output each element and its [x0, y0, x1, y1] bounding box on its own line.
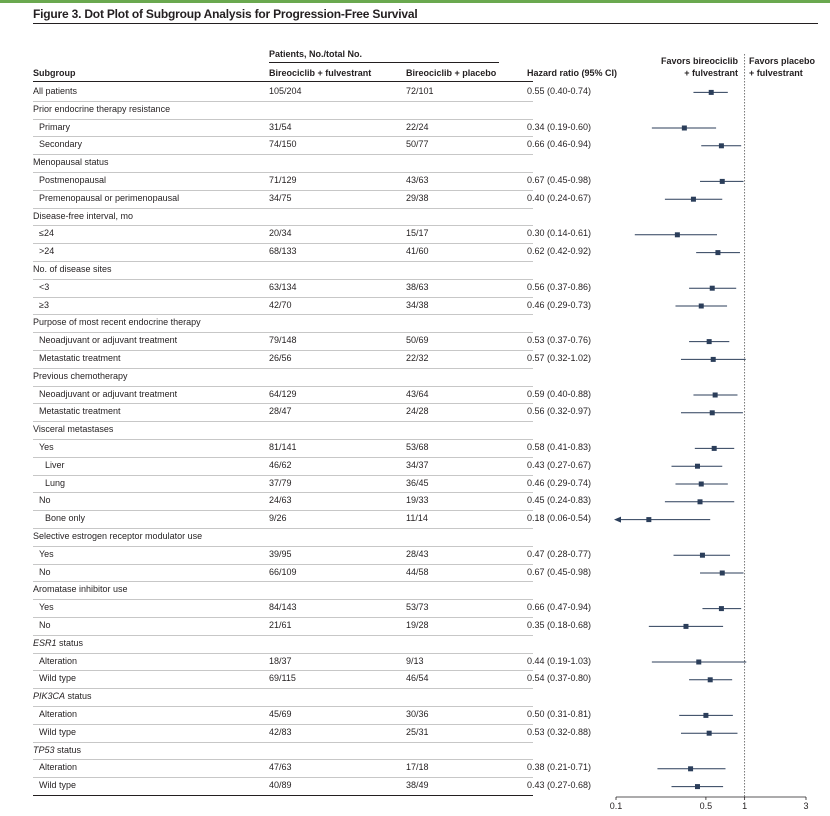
subgroup-label: >24 — [39, 246, 55, 257]
arm1-count: 69/115 — [269, 673, 296, 684]
arm1-count: 81/141 — [269, 442, 297, 452]
arm1-count: 74/150 — [269, 139, 297, 150]
subgroup-label: Wild type — [39, 726, 77, 737]
arm1-count: 79/148 — [269, 335, 297, 346]
subgroup-label: Wild type — [39, 673, 77, 684]
subgroup-header: Subgroup — [33, 68, 76, 78]
hr-value: 0.46 (0.29-0.73) — [527, 299, 592, 310]
subgroup-label: Metastatic treatment — [39, 406, 121, 417]
arm1-count: 47/63 — [269, 762, 292, 773]
hr-point — [691, 197, 696, 202]
hr-value: 0.66 (0.47-0.94) — [527, 602, 592, 613]
arm1-count: 21/61 — [269, 620, 292, 630]
arm2-count: 9/13 — [406, 655, 424, 666]
hr-point — [682, 126, 687, 131]
hr-point — [695, 784, 700, 789]
arm1-count: 42/70 — [269, 299, 292, 310]
hr-point — [720, 179, 725, 184]
arm1-count: 64/129 — [269, 388, 297, 399]
arm1-count: 66/109 — [269, 566, 297, 577]
x-tick-label: 3 — [803, 801, 809, 811]
hr-value: 0.67 (0.45-0.98) — [527, 566, 592, 577]
arm2-count: 34/38 — [406, 299, 429, 310]
x-tick-label: 0.1 — [609, 801, 623, 811]
subgroup-label: Visceral metastases — [33, 424, 114, 435]
arm2-count: 36/45 — [406, 477, 429, 488]
arm1-count: 40/89 — [269, 780, 292, 791]
arm2-count: 44/58 — [406, 566, 429, 577]
favors-left-line1: Favors bireociclib — [660, 56, 738, 66]
hr-value: 0.30 (0.14-0.61) — [527, 228, 592, 239]
arm1-header: Bireociclib + fulvestrant — [269, 68, 372, 78]
subgroup-label: Wild type — [39, 780, 77, 791]
subgroup-label: No — [39, 620, 51, 630]
hr-point — [703, 713, 708, 718]
arm2-count: 38/49 — [406, 780, 429, 791]
arm1-count: 45/69 — [269, 709, 292, 719]
hr-point — [699, 304, 704, 309]
hr-value: 0.56 (0.32-0.97) — [527, 406, 592, 417]
arm2-count: 17/18 — [406, 762, 429, 773]
subgroup-label: All patients — [33, 86, 78, 96]
arm1-count: 71/129 — [269, 175, 297, 185]
arm2-count: 28/43 — [406, 548, 429, 559]
arm1-count: 9/26 — [269, 513, 287, 524]
arm2-count: 46/54 — [406, 673, 429, 684]
hr-value: 0.47 (0.28-0.77) — [527, 548, 592, 559]
subgroup-label: Purpose of most recent endocrine therapy — [33, 317, 201, 328]
hr-point — [710, 410, 715, 415]
arm2-header: Bireociclib + placebo — [406, 68, 497, 78]
hr-point — [712, 446, 717, 451]
hr-value: 0.58 (0.41-0.83) — [527, 442, 592, 452]
hr-value: 0.34 (0.19-0.60) — [527, 121, 592, 132]
favors-right-line2: + fulvestrant — [749, 68, 803, 78]
subgroup-label: Metastatic treatment — [39, 353, 121, 363]
hr-point — [719, 606, 724, 611]
hr-value: 0.62 (0.42-0.92) — [527, 246, 592, 257]
hr-value: 0.43 (0.27-0.67) — [527, 459, 592, 470]
favors-left-line2: + fulvestrant — [684, 68, 738, 78]
subgroup-label: Neoadjuvant or adjuvant treatment — [39, 388, 178, 399]
arm2-count: 34/37 — [406, 459, 429, 470]
subgroup-label: Selective estrogen receptor modulator use — [33, 531, 203, 541]
arm1-count: 20/34 — [269, 228, 292, 239]
hr-value: 0.55 (0.40-0.74) — [527, 86, 592, 96]
hr-point — [710, 286, 715, 291]
hr-value: 0.67 (0.45-0.98) — [527, 175, 592, 185]
arm2-count: 38/63 — [406, 281, 429, 292]
subgroup-label: PIK3CA status — [33, 691, 92, 702]
arm2-count: 50/77 — [406, 139, 429, 150]
hr-value: 0.18 (0.06-0.54) — [527, 513, 592, 524]
hr-point — [711, 357, 716, 362]
arm2-count: 53/73 — [406, 602, 429, 613]
hr-value: 0.54 (0.37-0.80) — [527, 673, 592, 684]
arm1-count: 68/133 — [269, 246, 297, 257]
hr-point — [720, 571, 725, 576]
figure-title: Figure 3. Dot Plot of Subgroup Analysis for Progression-Free Survival — [33, 7, 418, 21]
hr-value: 0.45 (0.24-0.83) — [527, 495, 592, 506]
favors-right-line1: Favors placebo — [749, 56, 816, 66]
hr-point — [695, 464, 700, 469]
subgroup-label: Bone only — [45, 513, 86, 524]
hr-value: 0.59 (0.40-0.88) — [527, 388, 592, 399]
hr-value: 0.66 (0.46-0.94) — [527, 139, 592, 150]
subgroup-label: Alteration — [39, 762, 78, 773]
subgroup-label: Primary — [39, 121, 70, 132]
subgroup-label: No. of disease sites — [33, 264, 112, 274]
arm2-count: 41/60 — [406, 246, 429, 257]
subgroup-label: Lung — [45, 477, 66, 488]
hr-point — [646, 517, 651, 522]
arm2-count: 72/101 — [406, 86, 434, 96]
hr-value: 0.40 (0.24-0.67) — [527, 192, 592, 203]
subgroup-label: Alteration — [39, 655, 78, 666]
hr-header: Hazard ratio (95% CI) — [527, 68, 618, 78]
arm1-count: 37/79 — [269, 477, 292, 488]
subgroup-label: Liver — [45, 459, 65, 470]
hr-point — [715, 250, 720, 255]
arm2-count: 24/28 — [406, 406, 429, 417]
arm2-count: 15/17 — [406, 228, 429, 239]
arm1-count: 28/47 — [269, 406, 292, 417]
subgroup-label: Yes — [39, 548, 54, 559]
hr-point — [719, 143, 724, 148]
subgroup-label: Postmenopausal — [39, 175, 107, 185]
subgroup-label: ≤24 — [39, 228, 54, 239]
hr-value: 0.53 (0.32-0.88) — [527, 726, 592, 737]
arm2-count: 22/32 — [406, 353, 429, 363]
arm1-count: 105/204 — [269, 86, 302, 96]
arm2-count: 53/68 — [406, 442, 429, 452]
subgroup-label: Secondary — [39, 139, 83, 150]
hr-value: 0.35 (0.18-0.68) — [527, 620, 592, 630]
hr-point — [698, 499, 703, 504]
arm2-count: 30/36 — [406, 709, 429, 719]
arm2-count: 19/28 — [406, 620, 429, 630]
ci-arrow-left — [614, 517, 621, 523]
hr-point — [696, 660, 701, 665]
patients-header: Patients, No./total No. — [269, 49, 363, 59]
arm2-count: 43/63 — [406, 175, 429, 185]
arm2-count: 50/69 — [406, 335, 429, 346]
subgroup-label: No — [39, 566, 51, 577]
subgroup-label: Alteration — [39, 709, 78, 719]
subgroup-label: ≥3 — [39, 299, 49, 310]
hr-value: 0.56 (0.37-0.86) — [527, 281, 592, 292]
hr-point — [707, 339, 712, 344]
subgroup-label: TP53 status — [33, 744, 82, 755]
arm2-count: 22/24 — [406, 121, 429, 132]
arm2-count: 19/33 — [406, 495, 429, 506]
subgroup-label: Disease-free interval, mo — [33, 210, 134, 221]
hr-point — [683, 624, 688, 629]
subgroup-label: <3 — [39, 281, 50, 292]
subgroup-label: Neoadjuvant or adjuvant treatment — [39, 335, 178, 346]
arm1-count: 18/37 — [269, 655, 292, 666]
arm1-count: 42/83 — [269, 726, 292, 737]
subgroup-label: Previous chemotherapy — [33, 370, 128, 381]
arm1-count: 24/63 — [269, 495, 292, 506]
hr-value: 0.53 (0.37-0.76) — [527, 335, 592, 346]
hr-point — [699, 482, 704, 487]
hr-point — [707, 731, 712, 736]
x-tick-label: 0.5 — [699, 801, 713, 811]
arm1-count: 46/62 — [269, 459, 292, 470]
arm1-count: 26/56 — [269, 353, 292, 363]
arm2-count: 29/38 — [406, 192, 429, 203]
hr-point — [675, 232, 680, 237]
subgroup-label: Prior endocrine therapy resistance — [33, 103, 171, 114]
arm1-count: 63/134 — [269, 281, 297, 292]
arm2-count: 11/14 — [406, 513, 428, 524]
hr-value: 0.44 (0.19-1.03) — [527, 655, 592, 666]
hr-value: 0.50 (0.31-0.81) — [527, 709, 592, 719]
hr-point — [713, 393, 718, 398]
subgroup-label: Premenopausal or perimenopausal — [39, 192, 180, 203]
hr-value: 0.57 (0.32-1.02) — [527, 353, 592, 363]
arm1-count: 34/75 — [269, 192, 292, 203]
subgroup-label: Yes — [39, 442, 54, 452]
subgroup-label: No — [39, 495, 51, 506]
subgroup-label: ESR1 status — [33, 637, 84, 648]
hr-value: 0.43 (0.27-0.68) — [527, 780, 592, 791]
hr-point — [700, 553, 705, 558]
arm2-count: 43/64 — [406, 388, 429, 399]
arm1-count: 31/54 — [269, 121, 292, 132]
hr-point — [708, 677, 713, 682]
subgroup-label: Aromatase inhibitor use — [33, 584, 128, 595]
arm1-count: 39/95 — [269, 548, 292, 559]
hr-value: 0.38 (0.21-0.71) — [527, 762, 592, 773]
x-tick-label: 1 — [742, 801, 748, 811]
hr-point — [709, 90, 714, 95]
hr-value: 0.46 (0.29-0.74) — [527, 477, 592, 488]
subgroup-label: Yes — [39, 602, 54, 613]
subgroup-label: Menopausal status — [33, 157, 109, 168]
arm2-count: 25/31 — [406, 726, 429, 737]
hr-point — [688, 766, 693, 771]
arm1-count: 84/143 — [269, 602, 297, 613]
